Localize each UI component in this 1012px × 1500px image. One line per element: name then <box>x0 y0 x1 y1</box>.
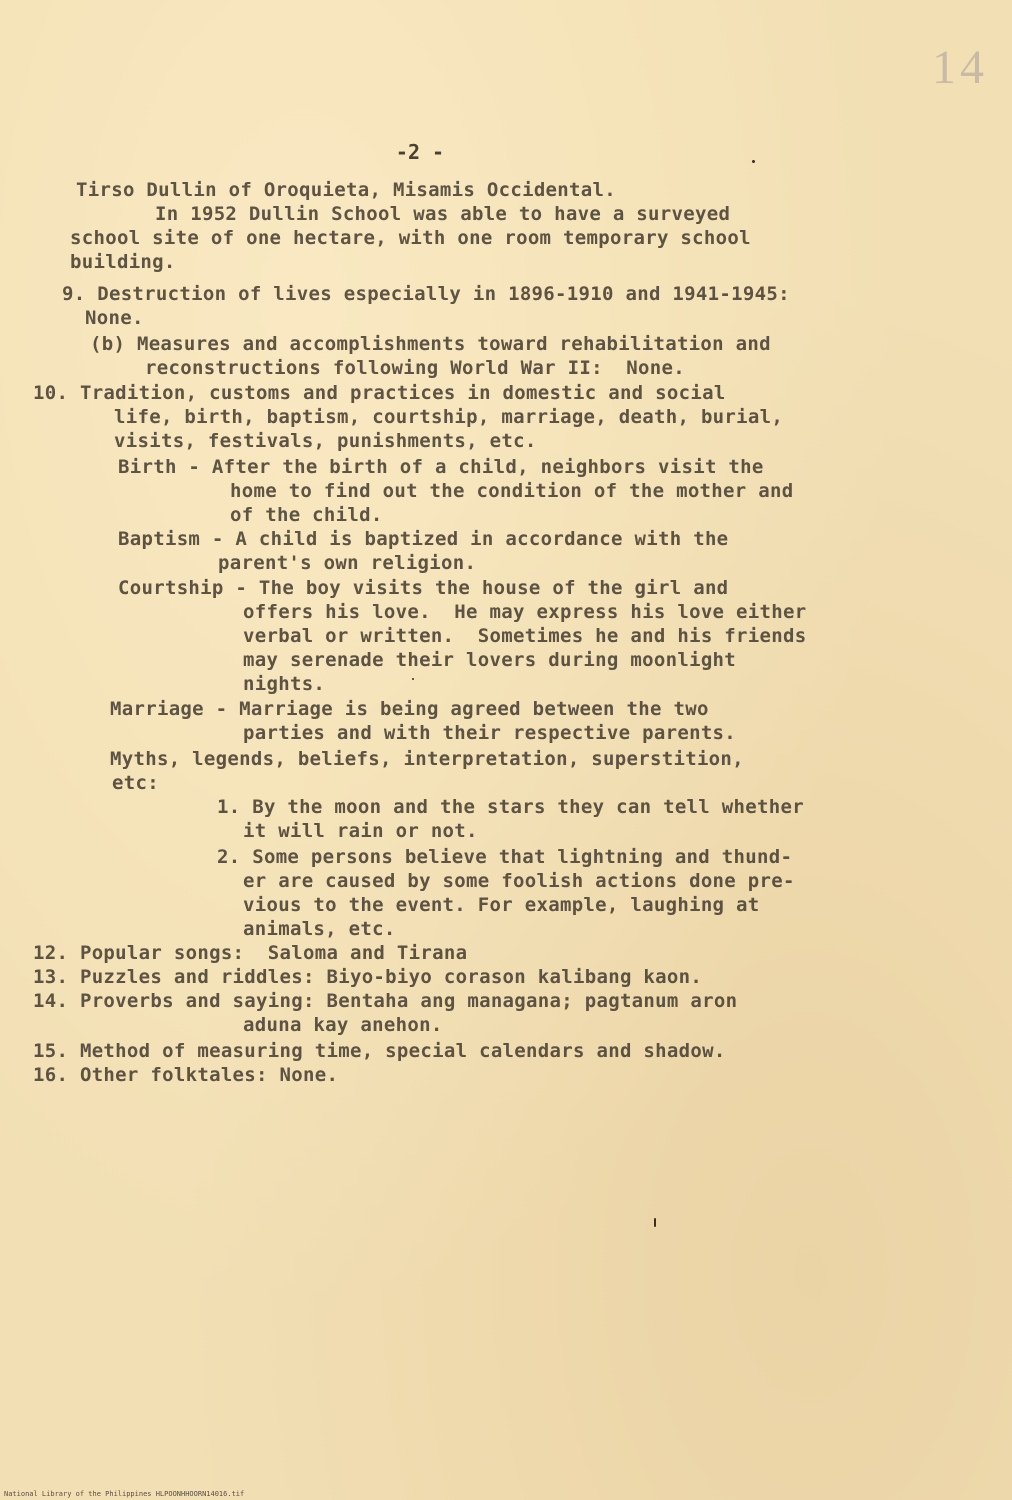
text-line: reconstructions following World War II: None. <box>145 357 685 379</box>
ink-speck <box>412 678 414 680</box>
text-line: verbal or written. Sometimes he and his friends <box>243 625 807 647</box>
text-line: offers his love. He may express his love either <box>243 601 807 623</box>
text-line: nights. <box>243 673 326 695</box>
text-line: parties and with their respective parents. <box>243 722 737 744</box>
text-line: life, birth, baptism, courtship, marriage, death, burial, <box>114 406 784 428</box>
text-line: etc: <box>112 772 159 794</box>
list-item-9b: (b) Measures and accomplishments toward rehabilitation and <box>90 333 771 355</box>
entry-baptism: Baptism - A child is baptized in accordance with the <box>118 528 729 550</box>
entry-courtship: Courtship - The boy visits the house of the girl and <box>118 577 729 599</box>
text-line: of the child. <box>230 504 383 526</box>
list-item-13: 13. Puzzles and riddles: Biyo-biyo corason kalibang kaon. <box>33 966 703 988</box>
list-item-9: 9. Destruction of lives especially in 1896-1910 and 1941-1945: <box>62 283 790 305</box>
list-item-12: 12. Popular songs: Saloma and Tirana <box>33 942 468 964</box>
text-line: school site of one hectare, with one room temporary school <box>70 227 751 249</box>
text-line: building. <box>70 251 176 273</box>
text-line: parent's own religion. <box>218 552 477 574</box>
text-line: Tirso Dullin of Oroquieta, Misamis Occidental. <box>76 179 616 201</box>
list-item-10: 10. Tradition, customs and practices in domestic and social <box>33 382 726 404</box>
text-line: None. <box>85 307 144 329</box>
entry-birth: Birth - After the birth of a child, neighbors visit the <box>118 456 764 478</box>
belief-item-2: 2. Some persons believe that lightning and thund- <box>217 846 793 868</box>
entry-marriage: Marriage - Marriage is being agreed between the two <box>110 698 709 720</box>
list-item-16: 16. Other folktales: None. <box>33 1064 339 1086</box>
belief-item-1: 1. By the moon and the stars they can tell whether <box>217 796 804 818</box>
ink-speck <box>752 160 755 163</box>
text-line: visits, festivals, punishments, etc. <box>114 430 537 452</box>
archive-footer-label: National Library of the Philippines HLPOONHHOORN14016.tif <box>4 1490 245 1498</box>
text-line: er are caused by some foolish actions done pre- <box>243 870 795 892</box>
text-line: vious to the event. For example, laughing at <box>243 894 760 916</box>
page-number: -2 - <box>395 140 445 164</box>
text-line: In 1952 Dullin School was able to have a surveyed <box>155 203 731 225</box>
entry-myths: Myths, legends, beliefs, interpretation, superstition, <box>110 748 744 770</box>
text-line: home to find out the condition of the mother and <box>230 480 794 502</box>
text-line: aduna kay anehon. <box>243 1014 443 1036</box>
list-item-14: 14. Proverbs and saying: Bentaha ang managana; pagtanum aron <box>33 990 738 1012</box>
text-line: it will rain or not. <box>243 820 478 842</box>
text-line: animals, etc. <box>243 918 396 940</box>
list-item-15: 15. Method of measuring time, special calendars and shadow. <box>33 1040 726 1062</box>
ink-speck <box>654 1218 656 1227</box>
text-line: may serenade their lovers during moonlight <box>243 649 737 671</box>
page-corner-number: 14 <box>932 41 988 94</box>
